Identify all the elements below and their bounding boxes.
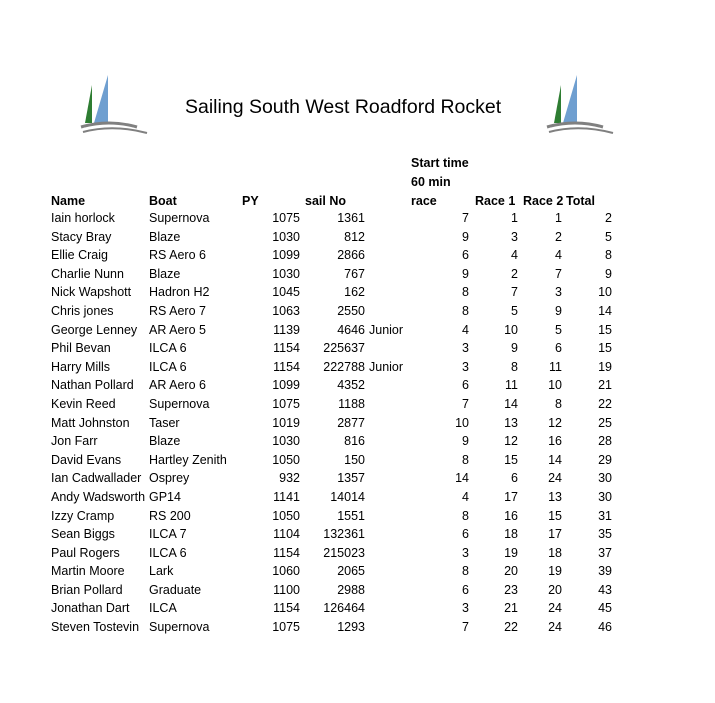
boat-class: Osprey: [149, 471, 190, 486]
total-points: 30: [598, 489, 612, 504]
start-time: 3: [462, 341, 469, 356]
start-time: 3: [462, 601, 469, 616]
race-2-position: 11: [549, 359, 562, 374]
race-2-position: 12: [548, 415, 562, 430]
competitor-name: Charlie Nunn: [51, 266, 124, 281]
table-row: [0, 228, 715, 247]
boat-class: GP14: [149, 489, 181, 504]
start-time: 9: [462, 229, 469, 244]
race-1-position: 22: [504, 620, 518, 635]
race-2-position: 17: [548, 527, 562, 542]
competitor-name: Sean Biggs: [51, 527, 115, 542]
boat-class: ILCA 7: [149, 527, 187, 542]
py-number: 1154: [273, 341, 300, 356]
table-row: [0, 246, 715, 265]
competitor-name: Nick Wapshott: [51, 285, 132, 300]
sail-number: 14014: [330, 489, 365, 504]
competitor-name: Ellie Craig: [51, 248, 108, 263]
header-py: PY: [242, 194, 259, 208]
total-points: 21: [598, 378, 612, 393]
wave-icon: [83, 128, 147, 133]
total-points: 37: [598, 545, 612, 560]
sail-number: 1551: [337, 508, 365, 523]
sail-number: 2988: [337, 582, 365, 597]
table-row: [0, 451, 715, 470]
race-2-position: 14: [548, 452, 562, 467]
total-points: 14: [598, 303, 612, 318]
table-row: [0, 302, 715, 321]
header-race-1: Race 1: [475, 194, 516, 208]
race-2-position: 3: [555, 285, 562, 300]
boat-class: Hartley Zenith: [149, 452, 227, 467]
competitor-name: Chris jones: [51, 303, 114, 318]
race-1-position: 16: [504, 508, 518, 523]
boat-class: AR Aero 5: [149, 322, 206, 337]
sail-number: 4352: [337, 378, 365, 393]
boat-class: ILCA 6: [149, 341, 187, 356]
start-time: 10: [455, 415, 469, 430]
py-number: 1154: [273, 545, 300, 560]
py-number: 1050: [272, 508, 300, 523]
sail-number: 150: [344, 452, 365, 467]
header-name: Name: [51, 194, 86, 208]
race-1-position: 9: [511, 341, 518, 356]
sail-number: 2065: [337, 564, 365, 579]
start-time: 6: [462, 582, 469, 597]
table-row: [0, 358, 715, 377]
race-2-position: 16: [548, 434, 562, 449]
main-sail-icon: [94, 75, 108, 123]
start-time: 8: [462, 564, 469, 579]
py-number: 1099: [272, 378, 300, 393]
race-1-position: 17: [504, 489, 518, 504]
table-row: [0, 581, 715, 600]
table-row: [0, 265, 715, 284]
race-2-position: 8: [555, 396, 562, 411]
race-2-position: 24: [548, 471, 562, 486]
total-points: 45: [598, 601, 612, 616]
table-row: [0, 488, 715, 507]
competitor-name: Harry Mills: [51, 359, 111, 374]
race-2-position: 18: [548, 545, 562, 560]
race-1-position: 18: [504, 527, 518, 542]
race-1-position: 21: [504, 601, 518, 616]
boat-class: RS 200: [149, 508, 191, 523]
race-1-position: 13: [504, 415, 518, 430]
boat-class: Blaze: [149, 434, 181, 449]
boat-class: Blaze: [149, 229, 181, 244]
competitor-name: George Lenney: [51, 322, 138, 337]
start-time: 4: [462, 322, 469, 337]
py-number: 1075: [272, 620, 300, 635]
race-2-position: 10: [548, 378, 562, 393]
py-number: 1045: [272, 285, 300, 300]
sail-number: 1293: [337, 620, 365, 635]
race-1-position: 2: [511, 266, 518, 281]
table-row: [0, 618, 715, 637]
table-row: [0, 395, 715, 414]
sail-number: 162: [344, 285, 365, 300]
race-2-position: 7: [555, 266, 562, 281]
race-1-position: 6: [511, 471, 518, 486]
total-points: 35: [598, 527, 612, 542]
race-1-position: 14: [504, 396, 518, 411]
total-points: 2: [605, 211, 612, 225]
table-row: [0, 599, 715, 618]
boat-class: Supernova: [149, 396, 210, 411]
race-2-position: 15: [548, 508, 562, 523]
page-title: Sailing South West Roadford Rocket: [185, 96, 502, 118]
boat-class: Supernova: [149, 211, 210, 225]
boat-class: Hadron H2: [149, 285, 210, 300]
boat-class: Blaze: [149, 266, 181, 281]
total-points: 15: [598, 322, 612, 337]
py-number: 1060: [272, 564, 300, 579]
race-2-position: 13: [548, 489, 562, 504]
competitor-name: Jon Farr: [51, 434, 98, 449]
start-time: 3: [462, 545, 469, 560]
table-row: [0, 544, 715, 563]
total-points: 31: [598, 508, 612, 523]
table-row: [0, 283, 715, 302]
race-2-position: 2: [555, 229, 562, 244]
competitor-name: Jonathan Dart: [51, 601, 130, 616]
total-points: 22: [598, 396, 612, 411]
sail-number: 2550: [337, 303, 365, 318]
boat-class: ILCA 6: [149, 359, 187, 374]
race-1-position: 5: [511, 303, 518, 318]
py-number: 1154: [273, 601, 300, 616]
race-1-position: 11: [505, 378, 518, 393]
boat-class: AR Aero 6: [149, 378, 206, 393]
header-total: Total: [566, 194, 595, 208]
race-2-position: 19: [548, 564, 562, 579]
py-number: 1141: [273, 489, 300, 504]
sail-number: 767: [344, 266, 365, 281]
competitor-name: Iain horlock: [51, 211, 115, 225]
py-number: 1030: [272, 229, 300, 244]
results-table: [0, 209, 715, 637]
sail-number: 222788: [323, 359, 365, 374]
table-row: [0, 562, 715, 581]
py-number: 1050: [272, 452, 300, 467]
start-time: 4: [462, 489, 469, 504]
race-1-position: 15: [504, 452, 518, 467]
total-points: 8: [605, 248, 612, 263]
sail-number: 2877: [337, 415, 365, 430]
boat-class: Taser: [149, 415, 180, 430]
start-time: 3: [462, 359, 469, 374]
wave-icon: [549, 128, 613, 133]
start-time: 6: [462, 527, 469, 542]
competitor-name: Andy Wadsworth: [51, 489, 146, 504]
sailboat-logo-left: [79, 75, 149, 137]
start-time: 8: [462, 452, 469, 467]
total-points: 9: [605, 266, 612, 281]
race-1-position: 19: [504, 545, 518, 560]
start-time: 8: [462, 508, 469, 523]
competitor-name: Martin Moore: [51, 564, 125, 579]
race-1-position: 10: [504, 322, 518, 337]
boat-class: ILCA: [149, 601, 177, 616]
sail-number: 1361: [337, 211, 365, 225]
race-1-position: 3: [511, 229, 518, 244]
start-time: 8: [462, 285, 469, 300]
start-time: 7: [462, 620, 469, 635]
py-number: 1063: [272, 303, 300, 318]
sail-number: 816: [344, 434, 365, 449]
table-row: [0, 432, 715, 451]
competitor-name: Stacy Bray: [51, 229, 112, 244]
header-start-time: Start time: [411, 156, 469, 170]
race-2-position: 4: [555, 248, 562, 263]
total-points: 25: [598, 415, 612, 430]
total-points: 43: [598, 582, 612, 597]
race-2-position: 24: [548, 601, 562, 616]
competitor-name: Ian Cadwallader: [51, 471, 142, 486]
table-row: [0, 321, 715, 340]
competitor-name: Kevin Reed: [51, 396, 116, 411]
start-time: 6: [462, 378, 469, 393]
header-start-race: race: [411, 194, 437, 208]
race-1-position: 23: [504, 582, 518, 597]
race-2-position: 6: [555, 341, 562, 356]
py-number: 1030: [272, 266, 300, 281]
competitor-name: Izzy Cramp: [51, 508, 115, 523]
competitor-name: Phil Bevan: [51, 341, 111, 356]
wave-icon: [547, 123, 603, 127]
sail-number: 812: [344, 229, 365, 244]
total-points: 19: [598, 359, 612, 374]
header-start-duration: 60 min: [411, 175, 451, 189]
py-number: 932: [279, 471, 300, 486]
py-number: 1075: [272, 211, 300, 225]
py-number: 1154: [273, 359, 300, 374]
total-points: 28: [598, 434, 612, 449]
jib-sail-icon: [554, 85, 561, 123]
start-time: 9: [462, 266, 469, 281]
competitor-name: Nathan Pollard: [51, 378, 134, 393]
boat-class: RS Aero 7: [149, 303, 206, 318]
race-2-position: 1: [555, 211, 562, 225]
py-number: 1100: [273, 582, 300, 597]
table-row: [0, 376, 715, 395]
race-1-position: 12: [504, 434, 518, 449]
boat-class: RS Aero 6: [149, 248, 206, 263]
start-time: 9: [462, 434, 469, 449]
race-1-position: 4: [511, 248, 518, 263]
jib-sail-icon: [85, 85, 92, 123]
sail-number: 4646: [337, 322, 365, 337]
wave-icon: [81, 123, 137, 127]
race-2-position: 24: [548, 620, 562, 635]
start-time: 6: [462, 248, 469, 263]
main-sail-icon: [563, 75, 577, 123]
header-boat: Boat: [149, 194, 177, 208]
total-points: 29: [598, 452, 612, 467]
competitor-name: David Evans: [51, 452, 122, 467]
sail-number: 132361: [323, 527, 365, 542]
table-row: [0, 469, 715, 488]
sail-number: 215023: [323, 545, 365, 560]
header-race-2: Race 2: [523, 194, 564, 208]
boat-class: Lark: [149, 564, 174, 579]
competitor-name: Paul Rogers: [51, 545, 120, 560]
sailboat-logo-right: [545, 75, 615, 137]
table-row: [0, 414, 715, 433]
sail-number: 2866: [337, 248, 365, 263]
sail-number: 126464: [323, 601, 365, 616]
race-1-position: 8: [511, 359, 518, 374]
competitor-name: Steven Tostevin: [51, 620, 140, 635]
sail-number: 225637: [323, 341, 365, 356]
py-number: 1104: [273, 527, 300, 542]
start-time: 8: [462, 303, 469, 318]
total-points: 10: [598, 285, 612, 300]
race-1-position: 1: [511, 211, 518, 225]
race-2-position: 9: [555, 303, 562, 318]
competitor-name: Matt Johnston: [51, 415, 130, 430]
total-points: 39: [598, 564, 612, 579]
sail-number: 1357: [337, 471, 365, 486]
py-number: 1030: [272, 434, 300, 449]
py-number: 1019: [272, 415, 300, 430]
race-2-position: 20: [548, 582, 562, 597]
boat-class: Supernova: [149, 620, 210, 635]
total-points: 30: [598, 471, 612, 486]
sail-number: 1188: [338, 396, 365, 411]
table-row: [0, 507, 715, 526]
header-sail-no: sail No: [305, 194, 346, 208]
category-note: Junior: [369, 359, 404, 374]
race-1-position: 20: [504, 564, 518, 579]
start-time: 7: [462, 211, 469, 225]
start-time: 7: [462, 396, 469, 411]
py-number: 1139: [273, 322, 300, 337]
total-points: 15: [598, 341, 612, 356]
total-points: 46: [598, 620, 612, 635]
table-row: [0, 209, 715, 228]
total-points: 5: [605, 229, 612, 244]
start-time: 14: [455, 471, 469, 486]
py-number: 1099: [272, 248, 300, 263]
table-row: [0, 339, 715, 358]
py-number: 1075: [272, 396, 300, 411]
competitor-name: Brian Pollard: [51, 582, 123, 597]
category-note: Junior: [369, 322, 404, 337]
boat-class: ILCA 6: [149, 545, 187, 560]
race-1-position: 7: [511, 285, 518, 300]
boat-class: Graduate: [149, 582, 202, 597]
table-row: [0, 525, 715, 544]
race-2-position: 5: [555, 322, 562, 337]
